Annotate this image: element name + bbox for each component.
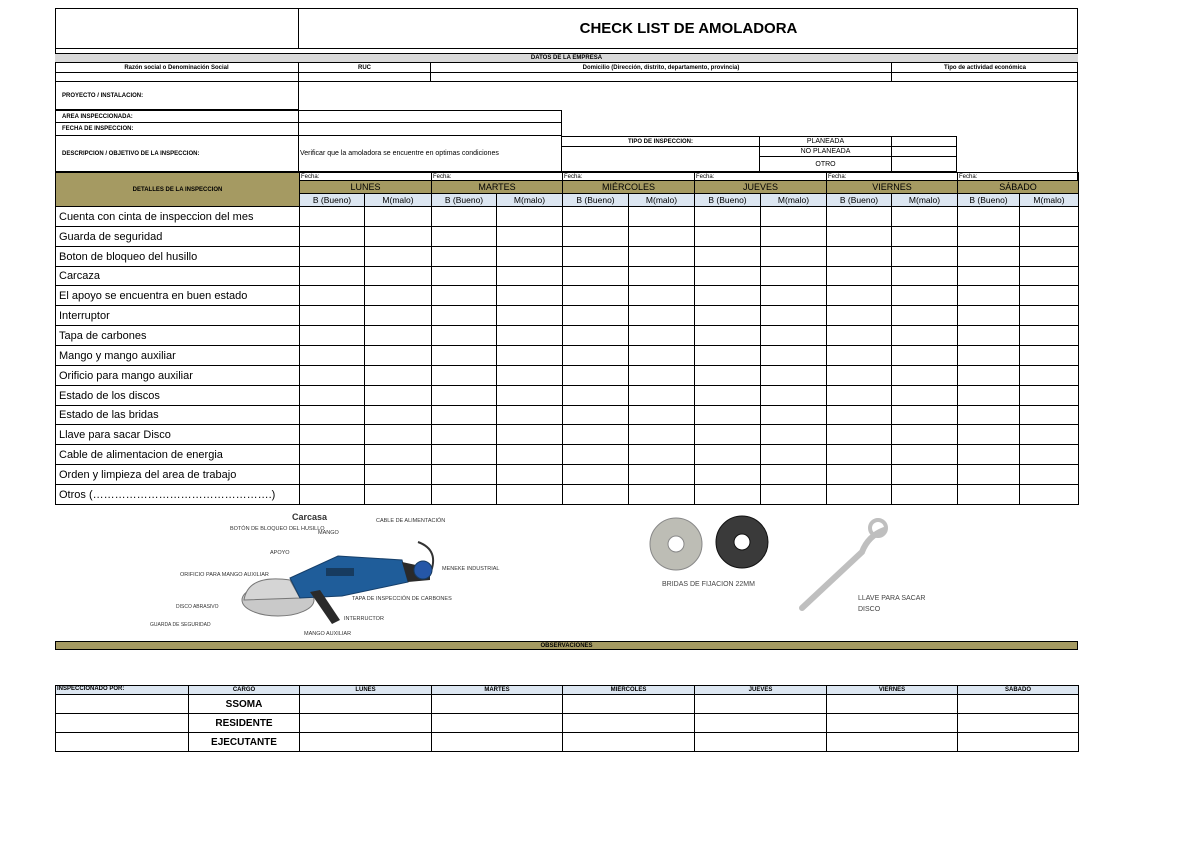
firma-sign-cell[interactable] [299, 694, 432, 714]
check-malo-cell[interactable] [496, 325, 563, 346]
check-bueno-cell[interactable] [562, 365, 629, 386]
check-bueno-cell[interactable] [299, 365, 365, 386]
empresa-col-domicilio: Domicilio (Dirección, distrito, departamento, provincia) [431, 63, 892, 72]
check-bueno-cell[interactable] [562, 285, 629, 306]
malo-header-5: M(malo) [1019, 193, 1079, 207]
malo-header-1: M(malo) [496, 193, 563, 207]
llave-caption-2: DISCO [858, 606, 881, 613]
firma-sign-cell[interactable] [957, 713, 1079, 733]
check-bueno-cell[interactable] [299, 444, 365, 465]
check-malo-cell[interactable] [891, 285, 958, 306]
check-malo-cell[interactable] [496, 405, 563, 425]
check-malo-cell[interactable] [891, 305, 958, 326]
diagram-label-mango: MANGO [318, 530, 339, 536]
bueno-header-1: B (Bueno) [431, 193, 497, 207]
check-malo-cell[interactable] [496, 484, 563, 505]
check-malo-cell[interactable] [1019, 464, 1079, 485]
check-malo-cell[interactable] [628, 206, 695, 227]
tipo-inspeccion-label: TIPO DE INSPECCION: [561, 136, 760, 147]
checklist-item-label: Orden y limpieza del area de trabajo [55, 464, 300, 485]
firma-sign-cell[interactable] [562, 713, 695, 733]
check-malo-cell[interactable] [628, 325, 695, 346]
diagram-label-guarda: GUARDA DE SEGURIDAD [150, 622, 211, 628]
check-bueno-cell[interactable] [826, 385, 892, 406]
check-malo-cell[interactable] [891, 266, 958, 286]
check-bueno-cell[interactable] [826, 464, 892, 485]
check-bueno-cell[interactable] [957, 464, 1020, 485]
checklist-item-label: Cable de alimentacion de energia [55, 444, 300, 465]
firma-sign-cell[interactable] [826, 694, 958, 714]
check-malo-cell[interactable] [1019, 325, 1079, 346]
check-malo-cell[interactable] [760, 405, 827, 425]
check-malo-cell[interactable] [628, 285, 695, 306]
malo-header-2: M(malo) [628, 193, 695, 207]
check-bueno-cell[interactable] [694, 484, 761, 505]
check-bueno-cell[interactable] [694, 385, 761, 406]
check-bueno-cell[interactable] [957, 444, 1020, 465]
check-malo-cell[interactable] [891, 464, 958, 485]
check-bueno-cell[interactable] [299, 424, 365, 445]
malo-header-4: M(malo) [891, 193, 958, 207]
tipo-option-otro: OTRO [759, 156, 892, 172]
check-bueno-cell[interactable] [299, 464, 365, 485]
llave-caption-1: LLAVE PARA SACAR [858, 595, 926, 602]
check-bueno-cell[interactable] [562, 405, 629, 425]
check-malo-cell[interactable] [628, 405, 695, 425]
firma-sign-cell[interactable] [299, 732, 432, 752]
check-malo-cell[interactable] [628, 444, 695, 465]
checklist-item-label: Otros (………………………………………….) [55, 484, 300, 505]
check-bueno-cell[interactable] [826, 484, 892, 505]
check-bueno-cell[interactable] [694, 246, 761, 267]
check-bueno-cell[interactable] [826, 226, 892, 247]
check-malo-cell[interactable] [364, 405, 432, 425]
tipo-option-no-planeada: NO PLANEADA [759, 146, 892, 157]
check-malo-cell[interactable] [760, 424, 827, 445]
check-bueno-cell[interactable] [957, 226, 1020, 247]
check-bueno-cell[interactable] [694, 464, 761, 485]
check-malo-cell[interactable] [364, 246, 432, 267]
check-bueno-cell[interactable] [299, 206, 365, 227]
firma-role: RESIDENTE [188, 713, 300, 733]
check-malo-cell[interactable] [1019, 305, 1079, 326]
check-bueno-cell[interactable] [299, 226, 365, 247]
check-malo-cell[interactable] [496, 246, 563, 267]
check-malo-cell[interactable] [364, 226, 432, 247]
empresa-col-actividad: Tipo de actividad económica [944, 64, 1026, 71]
firma-sign-cell[interactable] [957, 694, 1079, 714]
tipo-inspeccion-blank [561, 146, 760, 172]
check-bueno-cell[interactable] [694, 266, 761, 286]
diagram-label-disco: DISCO ABRASIVO [176, 604, 219, 610]
check-bueno-cell[interactable] [431, 424, 497, 445]
check-malo-cell[interactable] [364, 385, 432, 406]
day-header-2: MIÉRCOLES [562, 180, 695, 194]
firma-sign-cell[interactable] [431, 694, 563, 714]
check-bueno-cell[interactable] [826, 405, 892, 425]
check-bueno-cell[interactable] [431, 246, 497, 267]
check-bueno-cell[interactable] [431, 285, 497, 306]
check-bueno-cell[interactable] [431, 305, 497, 326]
bueno-header-2: B (Bueno) [562, 193, 629, 207]
check-malo-cell[interactable] [891, 444, 958, 465]
check-malo-cell[interactable] [364, 305, 432, 326]
diagram-title: Carcasa [292, 512, 328, 522]
check-malo-cell[interactable] [891, 424, 958, 445]
check-bueno-cell[interactable] [694, 226, 761, 247]
check-malo-cell[interactable] [760, 365, 827, 386]
firma-sign-cell[interactable] [431, 732, 563, 752]
check-bueno-cell[interactable] [957, 305, 1020, 326]
check-malo-cell[interactable] [628, 464, 695, 485]
check-malo-cell[interactable] [628, 385, 695, 406]
check-bueno-cell[interactable] [562, 345, 629, 366]
check-malo-cell[interactable] [760, 266, 827, 286]
check-bueno-cell[interactable] [431, 365, 497, 386]
check-malo-cell[interactable] [891, 484, 958, 505]
check-malo-cell[interactable] [891, 385, 958, 406]
check-malo-cell[interactable] [760, 345, 827, 366]
check-malo-cell[interactable] [496, 365, 563, 386]
check-malo-cell[interactable] [891, 206, 958, 227]
diagram-label-boton: BOTÓN DE BLOQUEO DEL HUSILLO [230, 526, 325, 532]
checklist-item-label: Estado de las bridas [55, 405, 300, 425]
check-malo-cell[interactable] [760, 285, 827, 306]
check-malo-cell[interactable] [496, 266, 563, 286]
brida-2-hole [734, 534, 750, 550]
fecha-5[interactable]: Fecha: [957, 172, 1079, 181]
firma-day-header-0: LUNES [299, 685, 432, 695]
title-left-cell [55, 8, 299, 48]
check-bueno-cell[interactable] [826, 206, 892, 227]
check-malo-cell[interactable] [496, 305, 563, 326]
check-bueno-cell[interactable] [562, 226, 629, 247]
check-bueno-cell[interactable] [957, 246, 1020, 267]
checklist-item-label: Mango y mango auxiliar [55, 345, 300, 366]
check-bueno-cell[interactable] [826, 424, 892, 445]
bueno-header-0: B (Bueno) [299, 193, 365, 207]
firma-day-header-1: MARTES [431, 685, 563, 695]
check-malo-cell[interactable] [891, 246, 958, 267]
check-malo-cell[interactable] [891, 226, 958, 247]
firma-inspector-cell[interactable] [55, 713, 189, 733]
firma-sign-cell[interactable] [299, 713, 432, 733]
check-bueno-cell[interactable] [562, 444, 629, 465]
check-malo-cell[interactable] [364, 266, 432, 286]
day-header-4: VIERNES [826, 180, 958, 194]
check-bueno-cell[interactable] [957, 325, 1020, 346]
fecha-inspeccion-label: FECHA DE INSPECCION: [55, 122, 299, 136]
check-malo-cell[interactable] [1019, 246, 1079, 267]
check-bueno-cell[interactable] [431, 206, 497, 227]
checklist-item-label: Cuenta con cinta de inspeccion del mes [55, 206, 300, 227]
divider [55, 48, 1078, 49]
observaciones-label: OBSERVACIONES [55, 641, 1078, 650]
check-bueno-cell[interactable] [299, 385, 365, 406]
check-malo-cell[interactable] [496, 385, 563, 406]
fecha-inspeccion-input[interactable] [298, 122, 562, 136]
check-bueno-cell[interactable] [562, 305, 629, 326]
firma-sign-cell[interactable] [694, 694, 827, 714]
firma-sign-cell[interactable] [694, 732, 827, 752]
check-malo-cell[interactable] [891, 365, 958, 386]
check-bueno-cell[interactable] [826, 444, 892, 465]
checklist-item-label: Boton de bloqueo del husillo [55, 246, 300, 267]
check-bueno-cell[interactable] [562, 266, 629, 286]
check-bueno-cell[interactable] [957, 424, 1020, 445]
check-malo-cell[interactable] [760, 325, 827, 346]
tipo-check-otro[interactable] [891, 156, 957, 172]
check-bueno-cell[interactable] [957, 206, 1020, 227]
check-bueno-cell[interactable] [826, 365, 892, 386]
check-bueno-cell[interactable] [694, 285, 761, 306]
check-malo-cell[interactable] [364, 345, 432, 366]
check-malo-cell[interactable] [496, 206, 563, 227]
check-malo-cell[interactable] [1019, 266, 1079, 286]
check-malo-cell[interactable] [1019, 285, 1079, 306]
check-malo-cell[interactable] [1019, 405, 1079, 425]
firma-inspector-cell[interactable] [55, 694, 189, 714]
checklist-item-label: Estado de los discos [55, 385, 300, 406]
tipo-option-planeada: PLANEADA [759, 136, 892, 147]
check-malo-cell[interactable] [891, 345, 958, 366]
check-bueno-cell[interactable] [957, 345, 1020, 366]
check-malo-cell[interactable] [1019, 345, 1079, 366]
checklist-item-label: Guarda de seguridad [55, 226, 300, 247]
firma-day-header-2: MIÉRCOLES [562, 685, 695, 695]
check-malo-cell[interactable] [496, 424, 563, 445]
check-malo-cell[interactable] [760, 385, 827, 406]
check-malo-cell[interactable] [628, 246, 695, 267]
checklist-item-label: El apoyo se encuentra en buen estado [55, 285, 300, 306]
checklist-item-label: Llave para sacar Disco [55, 424, 300, 445]
check-bueno-cell[interactable] [957, 405, 1020, 425]
check-malo-cell[interactable] [496, 285, 563, 306]
bridas-caption: BRIDAS DE FIJACION 22MM [662, 581, 755, 588]
check-malo-cell[interactable] [628, 424, 695, 445]
bueno-header-4: B (Bueno) [826, 193, 892, 207]
check-bueno-cell[interactable] [694, 424, 761, 445]
firma-role: SSOMA [188, 694, 300, 714]
checklist-item-label: Tapa de carbones [55, 325, 300, 346]
day-header-1: MARTES [431, 180, 563, 194]
diagram-label-meneke: MENEKE INDUSTRIAL [442, 566, 500, 572]
check-malo-cell[interactable] [891, 325, 958, 346]
check-bueno-cell[interactable] [694, 365, 761, 386]
check-malo-cell[interactable] [364, 325, 432, 346]
inspeccionado-label: INSPECCIONADO POR: [55, 685, 189, 695]
day-header-0: LUNES [299, 180, 432, 194]
check-bueno-cell[interactable] [826, 345, 892, 366]
check-malo-cell[interactable] [364, 464, 432, 485]
check-malo-cell[interactable] [760, 305, 827, 326]
bueno-header-3: B (Bueno) [694, 193, 761, 207]
malo-header-3: M(malo) [760, 193, 827, 207]
check-malo-cell[interactable] [760, 246, 827, 267]
diagram-label-mango-aux: MANGO AUXILIAR [304, 631, 352, 637]
check-malo-cell[interactable] [496, 345, 563, 366]
empresa-value-domicilio[interactable] [431, 73, 892, 81]
checklist-item-label: Interruptor [55, 305, 300, 326]
check-malo-cell[interactable] [364, 484, 432, 505]
check-bueno-cell[interactable] [826, 246, 892, 267]
check-bueno-cell[interactable] [299, 325, 365, 346]
proyecto-label: PROYECTO / INSTALACION: [55, 81, 299, 110]
malo-header-0: M(malo) [364, 193, 432, 207]
check-malo-cell[interactable] [1019, 206, 1079, 227]
check-bueno-cell[interactable] [562, 464, 629, 485]
descripcion-value[interactable]: Verificar que la amoladora se encuentre en optimas condiciones [298, 135, 562, 172]
firma-sign-cell[interactable] [957, 732, 1079, 752]
check-malo-cell[interactable] [628, 305, 695, 326]
empresa-col-razon: Razón social o Denominación Social [55, 63, 299, 72]
check-bueno-cell[interactable] [694, 305, 761, 326]
cargo-label: CARGO [188, 685, 300, 695]
check-malo-cell[interactable] [760, 464, 827, 485]
amoladora-diagram [140, 508, 520, 640]
diagram-label-orificio: ORIFICIO PARA MANGO AUXILIAR [180, 572, 269, 578]
check-bueno-cell[interactable] [299, 266, 365, 286]
check-bueno-cell[interactable] [431, 385, 497, 406]
firma-sign-cell[interactable] [826, 732, 958, 752]
check-bueno-cell[interactable] [562, 325, 629, 346]
check-bueno-cell[interactable] [299, 345, 365, 366]
diagram-label-interructor: INTERRUCTOR [344, 616, 384, 622]
check-malo-cell[interactable] [760, 444, 827, 465]
checklist-item-label: Orificio para mango auxiliar [55, 365, 300, 386]
diagram-label-tapa: TAPA DE INSPECCIÓN DE CARBONES [352, 596, 452, 602]
check-bueno-cell[interactable] [957, 266, 1020, 286]
llave-image [792, 516, 952, 620]
check-malo-cell[interactable] [760, 484, 827, 505]
check-malo-cell[interactable] [496, 226, 563, 247]
check-bueno-cell[interactable] [299, 484, 365, 505]
fecha-0[interactable]: Fecha: [299, 172, 432, 181]
brida-1-hole [668, 536, 684, 552]
check-bueno-cell[interactable] [431, 226, 497, 247]
empresa-value-ruc[interactable] [299, 73, 431, 81]
descripcion-label: DESCRIPCION / OBJETIVO DE LA INSPECCION: [55, 135, 299, 172]
empresa-section-label: DATOS DE LA EMPRESA [55, 54, 1078, 63]
check-bueno-cell[interactable] [431, 345, 497, 366]
check-malo-cell[interactable] [1019, 385, 1079, 406]
check-malo-cell[interactable] [364, 365, 432, 386]
check-bueno-cell[interactable] [431, 405, 497, 425]
firma-day-header-3: JUEVES [694, 685, 827, 695]
check-bueno-cell[interactable] [299, 246, 365, 267]
check-malo-cell[interactable] [1019, 444, 1079, 465]
check-bueno-cell[interactable] [299, 285, 365, 306]
bridas-image [640, 514, 790, 594]
check-malo-cell[interactable] [364, 206, 432, 227]
check-malo-cell[interactable] [496, 444, 563, 465]
area-label: AREA INSPECCIONADA: [55, 110, 299, 123]
firma-role: EJECUTANTE [188, 732, 300, 752]
check-bueno-cell[interactable] [562, 424, 629, 445]
meneke-shape [414, 561, 432, 579]
check-bueno-cell[interactable] [431, 464, 497, 485]
check-malo-cell[interactable] [364, 285, 432, 306]
check-bueno-cell[interactable] [957, 484, 1020, 505]
check-bueno-cell[interactable] [694, 206, 761, 227]
check-malo-cell[interactable] [628, 345, 695, 366]
check-bueno-cell[interactable] [957, 385, 1020, 406]
firma-sign-cell[interactable] [826, 713, 958, 733]
check-bueno-cell[interactable] [957, 285, 1020, 306]
check-bueno-cell[interactable] [694, 325, 761, 346]
check-malo-cell[interactable] [1019, 484, 1079, 505]
check-malo-cell[interactable] [628, 226, 695, 247]
check-bueno-cell[interactable] [694, 405, 761, 425]
check-malo-cell[interactable] [1019, 365, 1079, 386]
detalles-label: DETALLES DE LA INSPECCION [55, 172, 300, 207]
check-bueno-cell[interactable] [826, 285, 892, 306]
check-bueno-cell[interactable] [826, 305, 892, 326]
check-malo-cell[interactable] [628, 266, 695, 286]
check-bueno-cell[interactable] [431, 266, 497, 286]
fecha-3[interactable]: Fecha: [694, 172, 827, 181]
check-malo-cell[interactable] [1019, 424, 1079, 445]
check-malo-cell[interactable] [364, 444, 432, 465]
empresa-value-razon[interactable] [55, 73, 299, 81]
check-malo-cell[interactable] [496, 464, 563, 485]
empresa-col-ruc: RUC [299, 63, 431, 72]
interruptor-shape [326, 568, 354, 576]
check-bueno-cell[interactable] [694, 444, 761, 465]
check-malo-cell[interactable] [628, 365, 695, 386]
check-bueno-cell[interactable] [826, 266, 892, 286]
check-bueno-cell[interactable] [957, 365, 1020, 386]
firma-sign-cell[interactable] [694, 713, 827, 733]
check-bueno-cell[interactable] [431, 484, 497, 505]
firma-day-header-4: VIERNES [826, 685, 958, 695]
diagram-label-apoyo: APOYO [270, 550, 290, 556]
check-bueno-cell[interactable] [826, 325, 892, 346]
check-bueno-cell[interactable] [299, 305, 365, 326]
page-title: CHECK LIST DE AMOLADORA [579, 19, 798, 37]
check-malo-cell[interactable] [1019, 226, 1079, 247]
check-malo-cell[interactable] [628, 484, 695, 505]
check-bueno-cell[interactable] [431, 325, 497, 346]
bueno-header-5: B (Bueno) [957, 193, 1020, 207]
firma-day-header-5: SÁBADO [957, 685, 1079, 695]
diagram-label-cable: CABLE DE ALIMENTACIÓN [376, 518, 446, 524]
fecha-1[interactable]: Fecha: [431, 172, 563, 181]
check-bueno-cell[interactable] [562, 385, 629, 406]
firma-sign-cell[interactable] [562, 732, 695, 752]
firma-sign-cell[interactable] [562, 694, 695, 714]
fecha-4[interactable]: Fecha: [826, 172, 958, 181]
check-malo-cell[interactable] [760, 226, 827, 247]
check-malo-cell[interactable] [364, 424, 432, 445]
day-header-3: JUEVES [694, 180, 827, 194]
cuerpo-shape [290, 556, 408, 598]
firma-sign-cell[interactable] [431, 713, 563, 733]
firma-inspector-cell[interactable] [55, 732, 189, 752]
check-malo-cell[interactable] [891, 405, 958, 425]
check-bueno-cell[interactable] [562, 246, 629, 267]
check-bueno-cell[interactable] [694, 345, 761, 366]
fecha-2[interactable]: Fecha: [562, 172, 695, 181]
check-bueno-cell[interactable] [562, 206, 629, 227]
check-bueno-cell[interactable] [299, 405, 365, 425]
check-bueno-cell[interactable] [431, 444, 497, 465]
check-malo-cell[interactable] [760, 206, 827, 227]
checklist-item-label: Carcaza [55, 266, 300, 286]
check-bueno-cell[interactable] [562, 484, 629, 505]
day-header-5: SÁBADO [957, 180, 1079, 194]
